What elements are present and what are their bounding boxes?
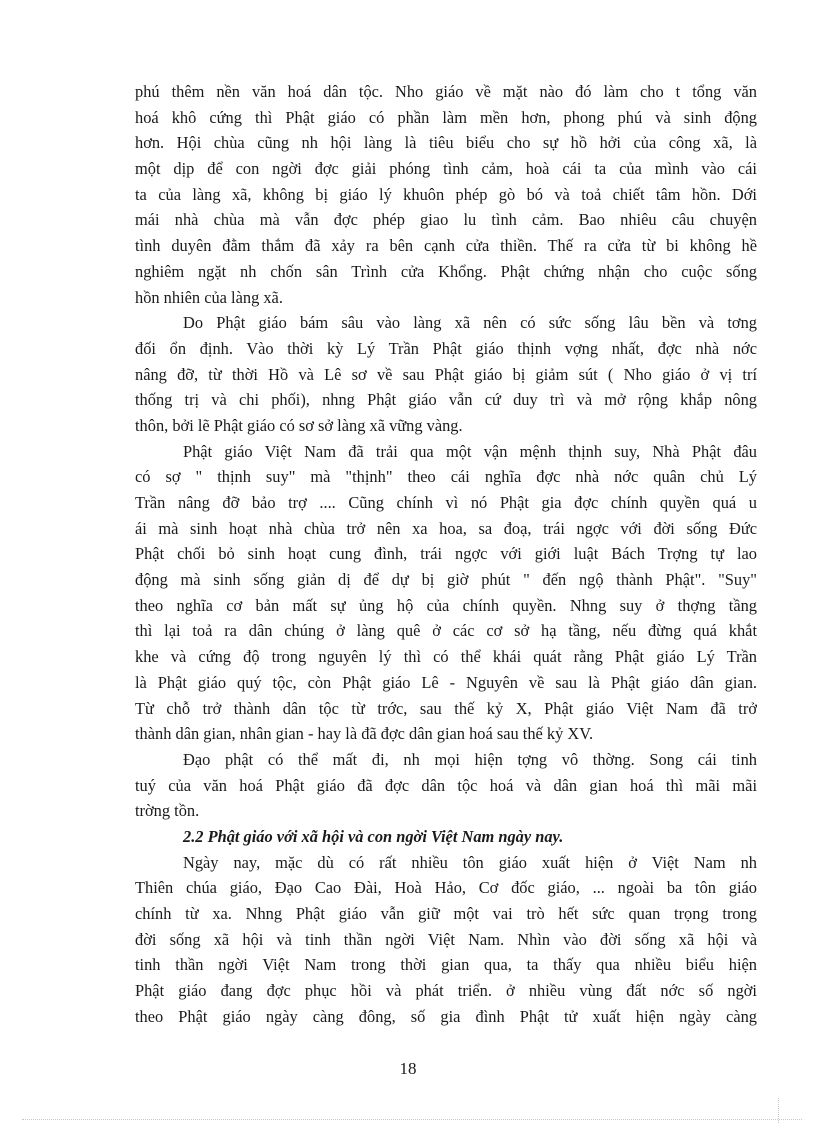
text-line: hồn nhiên của làng xã.: [135, 287, 283, 307]
side-dotted-rule: [778, 1098, 779, 1123]
text-line: theo nghĩa cơ bản mất sự ủng hộ của chính quyền. Nhng suy ở thợng tầng: [135, 595, 757, 615]
text-line: trờng tồn.: [135, 801, 200, 821]
text-line: thôn, bởi lẽ Phật giáo có sơ sở làng xã vững vàng.: [135, 415, 463, 435]
text-line: Trần nâng đỡ bảo trợ .... Cũng chính vì nó Phật gia đợc chính quyền quá u: [135, 493, 757, 512]
text-line: tinh thần ngời Việt Nam trong thời gian qua, ta thấy qua nhiều biểu hiện: [135, 955, 757, 975]
text-line: hơn. Hội chùa cũng nh hội làng là tiêu biểu cho sự hồ hởi của công xã, là: [135, 133, 757, 153]
text-line: có sợ " thịnh suy" mà "thịnh" theo cái nghĩa đợc nhà nớc quân chủ Lý: [135, 467, 757, 487]
text-line: chính từ xa. Nhng Phật giáo vẫn giữ một vai trò hết sức quan trọng trong: [135, 904, 757, 923]
footer-dotted-rule: [22, 1119, 802, 1120]
text-line: theo Phật giáo ngày càng đông, số gia đình Phật tử xuất hiện ngày càng: [135, 1006, 757, 1026]
text-line: Do Phật giáo bám sâu vào làng xã nên có sức sống lâu bền và tơng: [183, 313, 757, 333]
text-line: Từ chỗ trở thành dân tộc từ trớc, sau thế kỷ X, Phật giáo Việt Nam đã trở: [135, 698, 757, 718]
body-text: [135, 79, 757, 1029]
text-line: thì lại toả ra dân chúng ở làng quê ở các cơ sở hạ tầng, nếu đừng quá khắt: [135, 621, 757, 641]
text-line: đời sống xã hội và tinh thần ngời Việt Nam. Nhìn vào đời sống xã hội và: [135, 929, 757, 949]
text-line: Ngày nay, mặc dù có rất nhiều tôn giáo xuất hiện ở Việt Nam nh: [183, 852, 757, 872]
text-line: mái nhà chùa mà vẫn đợc phép giao lu tình cảm. Bao nhiêu câu chuyện: [135, 210, 757, 230]
text-line: Phật giáo Việt Nam đã trải qua một vận mệnh thịnh suy, Nhà Phật đâu: [183, 441, 757, 461]
text-line: nâng đỡ, từ thời Hồ và Lê sơ về sau Phật giáo bị giảm sút ( Nho giáo ở vị trí: [135, 364, 757, 384]
page-number: 18: [399, 1059, 417, 1078]
text-line: Đạo phật có thể mất đi, nh mọi hiện tợng vô thờng. Song cái tinh: [183, 749, 757, 769]
text-line: là Phật giáo quý tộc, còn Phật giáo Lê - Nguyên về sau là Phật giáo dân gian.: [135, 672, 757, 692]
text-line: khe và cứng độ trong nguyên lý thì có thể khái quát rằng Phật giáo Lý Trần: [135, 647, 757, 667]
text-line: Phật giáo đang đợc phục hồi và phát triển. ở nhiều vùng đất nớc số ngời: [135, 981, 757, 1001]
section-heading: 2.2 Phật giáo với xã hội và con ngời Việt Nam ngày nay.: [183, 826, 564, 846]
text-line: hoá khô cứng thì Phật giáo có phần làm mền hơn, phong phú và sinh động: [135, 107, 757, 127]
text-line: ái mà sinh hoạt nhà chùa trở nên xa hoa, sa đoạ, trái ngợc với đời sống Đức: [135, 518, 757, 538]
text-line: một dịp để con ngời đợc giải phóng tình cảm, hoà cái ta của mình vào cái: [135, 159, 757, 179]
text-line: đối ổn định. Vào thời kỳ Lý Trần Phật giáo thịnh vợng nhất, đợc nhà nớc: [135, 338, 757, 358]
text-line: Phật chối bỏ sinh hoạt cung đình, trái ngợc với giới luật Bách Trợng tự lao: [135, 544, 757, 564]
text-line: Thiên chúa giáo, Đạo Cao Đài, Hoà Hảo, Cơ đốc giáo, ... ngoài ba tôn giáo: [135, 878, 757, 898]
text-line: tình duyên đằm thắm đã xảy ra bên cạnh cửa thiền. Thế ra cửa từ bi không hề: [135, 236, 757, 256]
text-line: ta của làng xã, không bị giáo lý khuôn phép gò bó và toả chiết tâm hồn. Dới: [135, 184, 757, 204]
text-line: tuý của văn hoá Phật giáo đã đợc dân tộc hoá và dân gian hoá thì mãi mãi: [135, 775, 757, 795]
text-line: nghiêm ngặt nh chốn sân Trình cửa Khổng. Phật chứng nhận cho cuộc sống: [135, 261, 757, 281]
text-line: thống trị và chi phối), nhng Phật giáo vẫn cứ duy trì và mở rộng khắp nông: [135, 390, 757, 410]
text-line: phú thêm nền văn hoá dân tộc. Nho giáo về mặt nào đó làm cho t tổng văn: [135, 82, 757, 101]
text-line: thành dân gian, nhân gian - hay là đã đợc dân gian hoá sau thế kỷ XV.: [135, 724, 594, 744]
text-line: động mà sinh sống giản dị để dự bị giờ phút " đến ngộ thành Phật". "Suy": [135, 570, 757, 590]
